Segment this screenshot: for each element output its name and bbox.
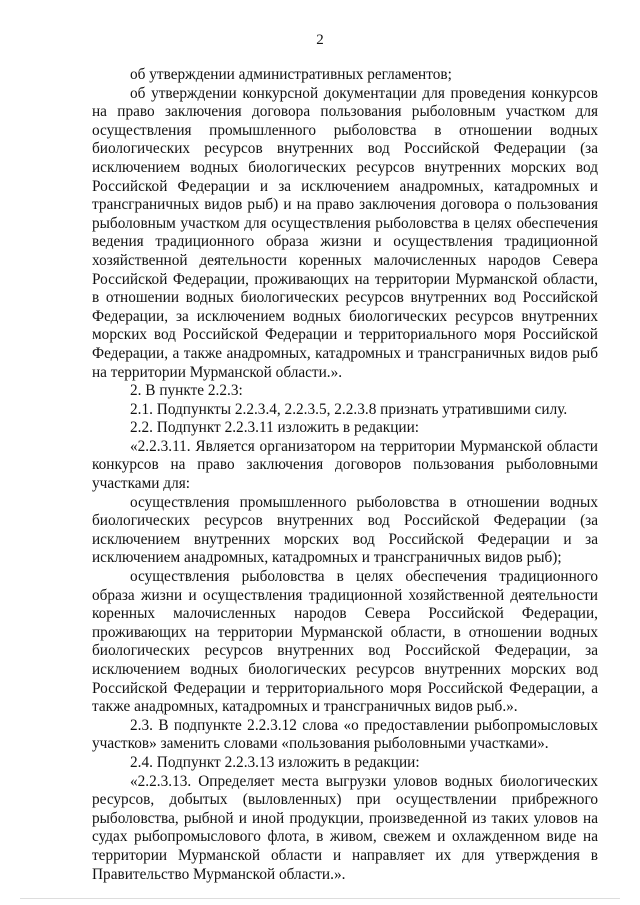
paragraph: 2.4. Подпункт 2.2.3.13 изложить в редакции: [130, 753, 420, 771]
paragraph: осуществления промышленного рыболовства в отношении водных биологических ресурсов внутренних вод Российской Федерации (за исключением внутренних морских вод Российской Федерации и за исключением анадромных, катадромных и трансграничных видов рыб); [92, 493, 598, 567]
page-number: 2 [316, 32, 324, 48]
document-body [92, 66, 598, 884]
paragraph: об утверждении конкурсной документации для проведения конкурсов на право заключения договора пользования рыболовным участком для осуществления промышленного рыболовства в отношении водных биологических ресурсов внутренних вод Российской Федерации (за исключением водных биологических ресурсов внутренних морских вод Российской Федерации и за исключением анадромных, катадромных и трансграничных видов рыб) и на право заключения договора о пользования рыболовным участком для осуществления рыболовства в целях обеспечения ведения традиционного образа жизни и осуществления традиционной хозяйственной деятельности коренных малочисленных народов Севера Российской Федерации, проживающих на территории Мурманской области, в отношении водных биологических ресурсов внутренних вод Российской Федерации, за исключением водных биологических ресурсов внутренних морских вод Российской Федерации и территориального моря Российской Федерации, а также анадромных, катадромных и трансграничных видов рыб на территории Мурманской области.». [92, 84, 598, 381]
paragraph: 2.2. Подпункт 2.2.3.11 изложить в редакции: [130, 419, 420, 437]
paragraph: 2.1. Подпункты 2.2.3.4, 2.2.3.5, 2.2.3.8 признать утратившими силу. [130, 400, 568, 418]
paragraph: об утверждении административных регламентов; [130, 66, 452, 83]
paragraph: осуществления рыболовства в целях обеспечения традиционного образа жизни и осуществления традиционной хозяйственной деятельности коренных малочисленных народов Севера Российской Федерации, проживающих на территории Мурманской области, в отношении водных биологических ресурсов внутренних вод Российской Федерации, за исключением водных биологических ресурсов внутренних морских вод Российской Федерации и территориального моря Российской Федерации, а также анадромных, катадромных и трансграничных видов рыб.». [92, 568, 598, 716]
paragraph: 2.3. В подпункте 2.2.3.12 слова «о предоставлении рыбопромысловых участков» заменить словами «пользования рыболовными участками». [92, 716, 598, 753]
page-edge-divider [20, 898, 620, 899]
paragraph: «2.2.3.11. Является организатором на территории Мурманской области конкурсов на право заключения договоров пользования рыболовными участками для: [92, 437, 598, 493]
paragraph: 2. В пункте 2.2.3: [130, 382, 243, 400]
paragraph: «2.2.3.13. Определяет места выгрузки уловов водных биологических ресурсов, добытых (выловленных) при осуществлении прибрежного рыболовства, рыбной и иной продукции, произведенной из таких уловов на судах рыбопромыслового флота, в живом, свежем и охлажденном виде на территории Мурманской области и направляет их для утверждения в Правительство Мурманской области.». [92, 772, 598, 883]
